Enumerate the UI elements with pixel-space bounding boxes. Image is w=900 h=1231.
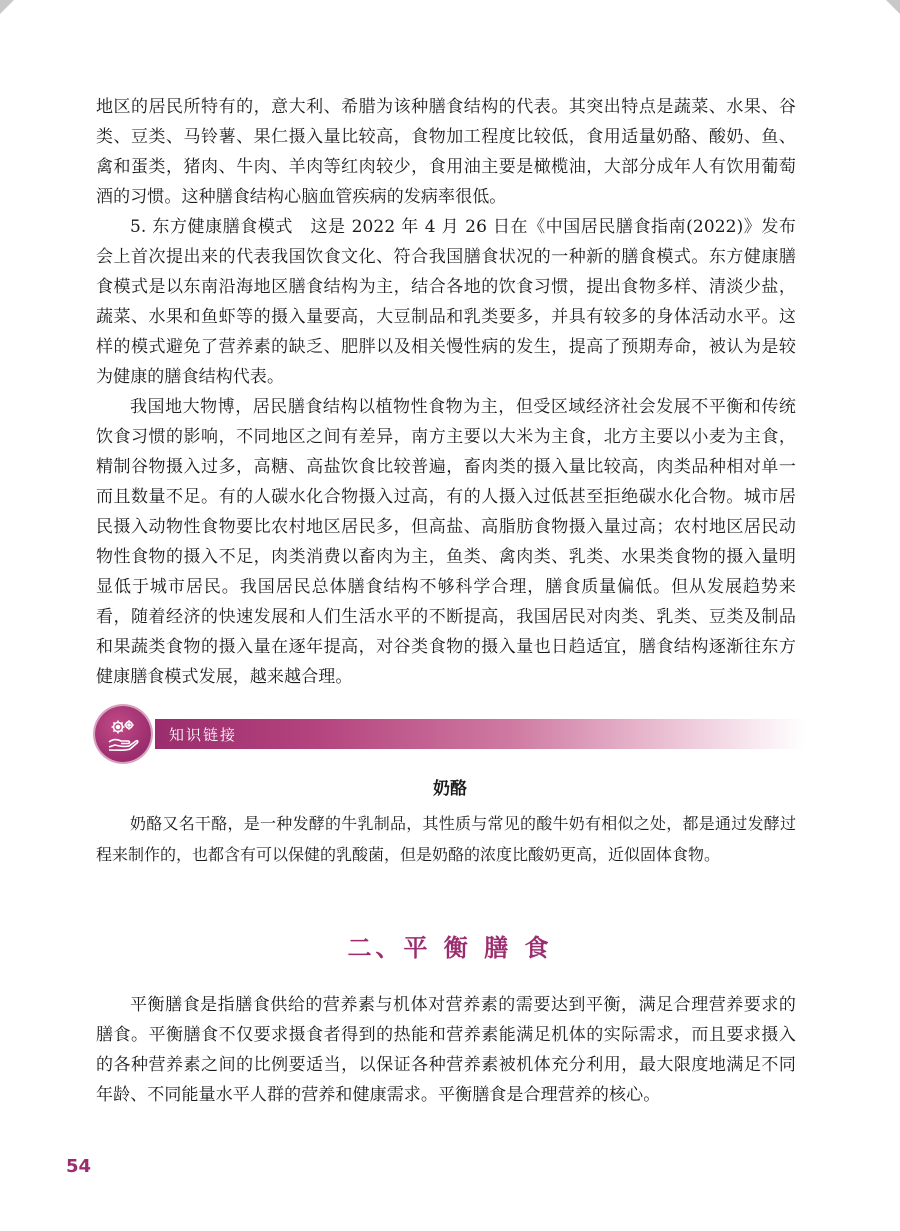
knowledge-link-heading: 奶酪 — [433, 779, 467, 799]
knowledge-link-text: 奶酪又名干酪，是一种发酵的牛乳制品，其性质与常见的酸牛奶有相似之处，都是通过发酵过程来制作的，也都含有可以保健的乳酸菌，但是奶酪的浓度比酸奶更高，近似固体食物。 — [96, 814, 796, 864]
page-number: 54 — [66, 1156, 92, 1177]
corner-crop-mark-right — [886, 0, 900, 14]
knowledge-link-label: 知识链接 — [169, 726, 238, 744]
paragraph-mediterranean-diet: 地区的居民所特有的，意大利、希腊为该种膳食结构的代表。其突出特点是蔬菜、水果、谷类、豆类、马铃薯、果仁摄入量比较高，食物加工程度比较低，食用适量奶酪、酸奶、鱼、禽和蛋类，猪肉、牛肉、羊肉等红肉较少，食用油主要是橄榄油，大部分成年人有饮用葡萄酒的习惯。这种膳食结构心脑血管疾病的发病率很低。 — [96, 97, 796, 207]
gears-hand-icon — [103, 714, 143, 754]
knowledge-link-banner — [155, 719, 805, 749]
paragraph-eastern-diet: 5. 东方健康膳食模式 这是 2022 年 4 月 26 日在《中国居民膳食指南(2022)》发布会上首次提出来的代表我国饮食文化、符合我国膳食状况的一种新的膳食模式。东方健康膳食模式是以东南沿海地区膳食结构为主，结合各地的饮食习惯，提出食物多样、清淡少盐，蔬菜、水果和鱼虾等的摄入量要高，大豆制品和乳类要多，并具有较多的身体活动水平。这样的模式避免了营养素的缺乏、肥胖以及相关慢性病的发生，提高了预期寿命，被认为是较为健康的膳食结构代表。 — [96, 217, 796, 387]
section-heading: 二、平 衡 膳 食 — [347, 934, 553, 962]
paragraph-balanced-diet: 平衡膳食是指膳食供给的营养素与机体对营养素的需要达到平衡，满足合理营养要求的膳食。平衡膳食不仅要求摄食者得到的热能和营养素能满足机体的实际需求，而且要求摄入的各种营养素之间的比例要适当，以保证各种营养素被机体充分利用，最大限度地满足不同年龄、不同能量水平人群的营养和健康需求。平衡膳食是合理营养的核心。 — [96, 995, 796, 1105]
knowledge-link-badge — [95, 706, 151, 762]
corner-crop-mark-left — [0, 0, 14, 14]
paragraph-china-diet: 我国地大物博，居民膳食结构以植物性食物为主，但受区域经济社会发展不平衡和传统饮食习惯的影响，不同地区之间有差异，南方主要以大米为主食，北方主要以小麦为主食，精制谷物摄入过多，高糖、高盐饮食比较普遍，畜肉类的摄入量比较高，肉类品种相对单一而且数量不足。有的人碳水化合物摄入过高，有的人摄入过低甚至拒绝碳水化合物。城市居民摄入动物性食物要比农村地区居民多，但高盐、高脂肪食物摄入量过高；农村地区居民动物性食物的摄入不足，肉类消费以畜肉为主，鱼类、禽肉类、乳类、水果类食物的摄入量明显低于城市居民。我国居民总体膳食结构不够科学合理，膳食质量偏低。但从发展趋势来看，随着经济的快速发展和人们生活水平的不断提高，我国居民对肉类、乳类、豆类及制品和果蔬类食物的摄入量在逐年提高，对谷类食物的摄入量也日趋适宜，膳食结构逐渐往东方健康膳食模式发展，越来越合理。 — [96, 397, 796, 687]
